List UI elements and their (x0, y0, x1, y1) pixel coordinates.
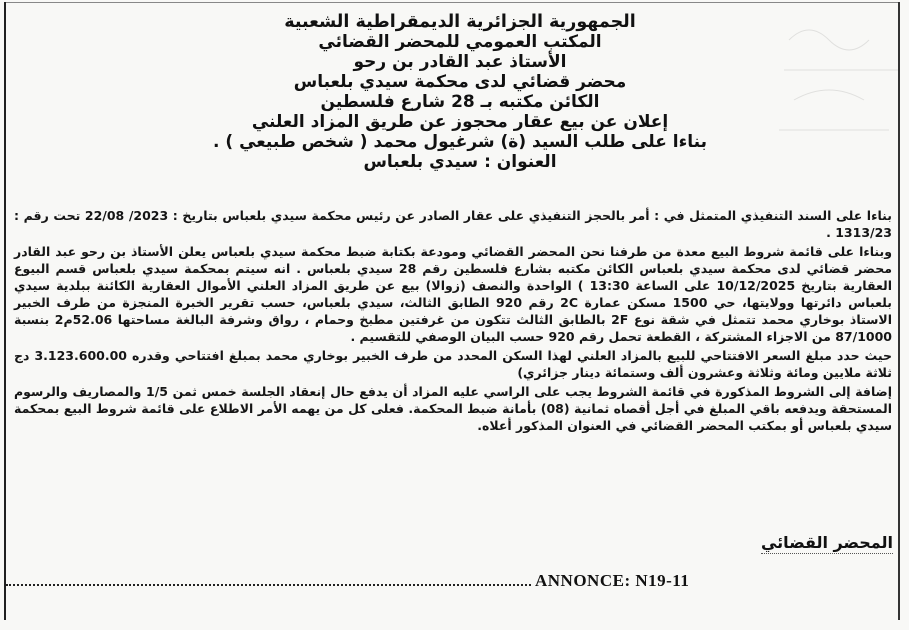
notice-body (14, 207, 892, 436)
announcement-title: إعلان عن بيع عقار محجوز عن طريق المزاد العلني (251, 112, 669, 132)
location-line: العنوان : سيدي بلعباس (363, 152, 557, 172)
paragraph-sale-details: وبناءا على قائمة شروط البيع معدة من طرفنا نحن المحضر القضائي ومودعة بكتابة ضبط محكمة سيدي بلعباس يعلن الأستاذ بن رحو عبد القادر محضر قضائي لدى محكمة سيدي بلعباس الكائن مكتبه بشارع فلسطين رقم 28 سيدي بلعباس . انه سيتم بمحكمة سيدي بلعباس قسم البيوع العقارية بتاريخ 10/12/2025 على الساعة 13:30 ) الواحدة والنصف (زوالا) بيع عن طريق المزاد العلني الأموال العقارية الكائنة ببلدية سيدي بلعباس دائرتها وولايتها، حي 1500 مسكن عمارة 2C رقم 920 الطابق الثالث، سيدي بلعباس، حسب تقرير الخبرة المنجزة من طرف الخبير الاستاذ بوخاري محمد تتمثل في شقة نوع 2F بالطابق الثالث تتكون من غرفتين مطبخ وحمام ، رواق وشرفة البالغة مساحتها 52.06م2 بنسبة 87/1000 من الاجزاء المشتركة ، القطعة تحمل رقم 920 حسب البيان الوصفي للتقسيم . (14, 244, 892, 344)
bailiff-role: محضر قضائي لدى محكمة سيدي بلعباس (293, 72, 627, 92)
paragraph-conditions: إضافة إلى الشروط المذكورة في قائمة الشروط يجب على الراسي عليه المزاد أن يدفع حال إنعقاد الجلسة خمس ثمن 1/5 والمصاريف والرسوم المستحقة ويدفعه باقي المبلغ في أجل أقصاه ثمانية (08) بأمانة ضبط المحكمة. فعلى كل من يهمه الأمر الاطلاع على قائمة شروط البيع بمحكمة سيدي بلعباس أو بمكتب المحضر القضائي في العنوان المذكور أعلاه. (14, 384, 893, 433)
signature-line: المحضر القضائي (760, 533, 893, 552)
office-title: المكتب العمومي للمحضر القضائي (318, 32, 602, 52)
office-address: الكائن مكتبه بـ 28 شارع فلسطين (320, 92, 600, 112)
paragraph-opening-price: حيث حدد مبلغ السعر الافتتاحي للبيع بالمزاد العلني لهذا السكن المحدد من طرف الخبير بوخاري محمد بمبلغ افتتاحي وقدره 3.123.600.00 دج ثلاثة ملايين ومائة وثلاثة وعشرون ألف وستمائة دينار جزائري) (14, 348, 892, 380)
annonce-number: ANNONCE: N19-11 (535, 571, 690, 590)
request-line: بناءا على طلب السيد (ة) شرغيول محمد ( شخص طبيعي ) . (213, 132, 707, 152)
paragraph-executive-title: بناءا على السند التنفيذي المتمثل في : أمر بالحجز التنفيذي على عقار الصادر عن رئيس محكمة سيدي بلعباس بتاريخ : 2023/ 22/08 تحت رقم : 1313/23 . (14, 208, 892, 240)
bailiff-name: الأستاذ عبد القادر بن رحو (353, 52, 567, 72)
notice-header (110, 12, 810, 172)
dotted-rule (6, 584, 531, 586)
republic-title: الجمهورية الجزائرية الديمقراطية الشعبية (284, 12, 636, 32)
